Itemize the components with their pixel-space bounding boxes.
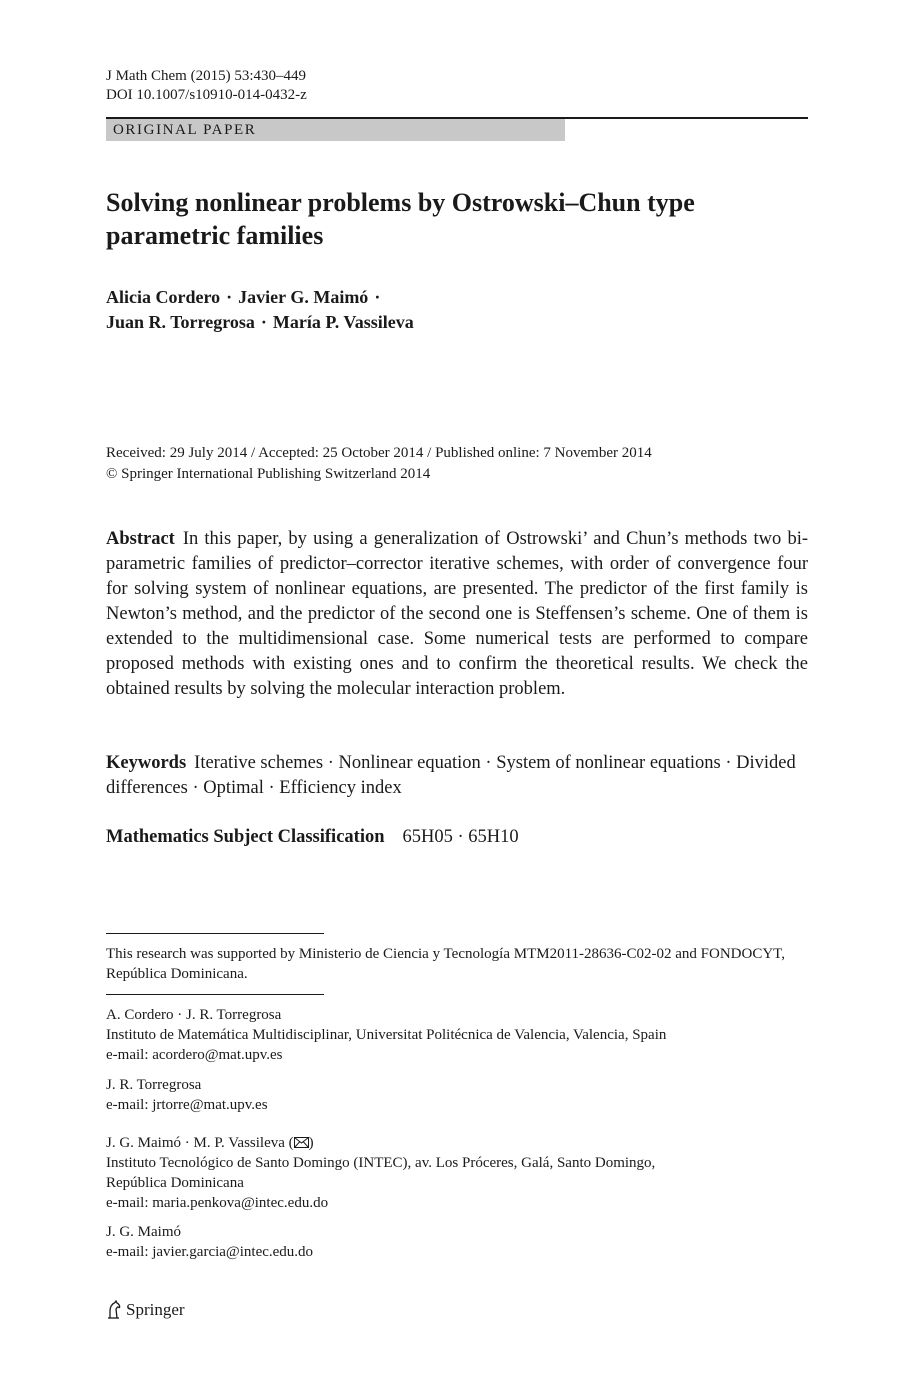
affiliation-email: e-mail: maria.penkova@intec.edu.do: [106, 1195, 329, 1211]
affiliation-block: [106, 1222, 808, 1262]
msc-label: Mathematics Subject Classification: [106, 827, 385, 847]
author-separator: ·: [226, 287, 233, 307]
affiliation-institution: Instituto de Matemática Multidisciplinar, Universitat Politécnica de Valencia, Valencia, Spain: [106, 1027, 667, 1043]
journal-doi: DOI 10.1007/s10910-014-0432-z: [106, 87, 307, 103]
keywords-label: Keywords: [106, 753, 187, 773]
abstract-text: In this paper, by using a generalization of Ostrowski’ and Chun’s methods two bi-parametric families of predictor–corrector iterative schemes, with order of convergence four for solving system of nonlinear equations, are presented. The predictor of the first family is Newton’s method, and the predictor of the second one is Steffensen’s scheme. One of them is extended to the multidimensional case. Some numerical tests are performed to compare proposed methods with existing ones and to confirm the theoretical results. We check the obtained results by solving the molecular interaction problem.: [106, 529, 808, 699]
author-separator: ·: [260, 312, 267, 332]
subject-classification: [106, 825, 808, 850]
affiliation-email: e-mail: acordero@mat.upv.es: [106, 1047, 283, 1063]
footnote-rule: [106, 994, 324, 995]
affiliation-names: J. G. Maimó · M. P. Vassileva (: [106, 1135, 294, 1151]
msc-codes: 65H05 · 65H10: [402, 827, 519, 847]
journal-header: [106, 67, 307, 105]
affiliation-block: [106, 1005, 808, 1065]
abstract: [106, 527, 808, 702]
keywords-text: Iterative schemes · Nonlinear equation · System of nonlinear equations · Divided differences · Optimal · Efficiency index: [106, 753, 796, 798]
author-name: María P. Vassileva: [272, 312, 414, 332]
publisher-name: Springer: [126, 1300, 185, 1319]
publication-history: [106, 443, 808, 485]
publisher-footer: [106, 1298, 185, 1322]
dates-line: Received: 29 July 2014 / Accepted: 25 October 2014 / Published online: 7 November 2014: [106, 445, 652, 461]
affiliation-names: J. G. Maimó: [106, 1224, 181, 1240]
paper-title-line1: Solving nonlinear problems by Ostrowski–Chun type: [106, 188, 695, 217]
affiliation-email: e-mail: javier.garcia@intec.edu.do: [106, 1244, 314, 1260]
abstract-label: Abstract: [106, 529, 175, 549]
affiliation-email: e-mail: jrtorre@mat.upv.es: [106, 1097, 268, 1113]
author-name: Alicia Cordero: [106, 287, 221, 307]
affiliation-institution: Instituto Tecnológico de Santo Domingo (INTEC), av. Los Próceres, Galá, Santo Domingo,: [106, 1155, 656, 1171]
affiliation-names: J. R. Torregrosa: [106, 1077, 202, 1093]
author-name: Javier G. Maimó: [238, 287, 369, 307]
affiliation-block: [106, 1133, 808, 1213]
funding-note: This research was supported by Ministerio de Ciencia y Tecnología MTM2011-28636-C02-02 and FONDOCYT, República Dominicana.: [106, 946, 785, 982]
affiliation-names-line: [106, 1133, 808, 1153]
copyright-line: © Springer International Publishing Switzerland 2014: [106, 466, 431, 482]
affiliation-names: A. Cordero · J. R. Torregrosa: [106, 1007, 282, 1023]
footnote-rule: [106, 933, 324, 934]
springer-horse-icon: [106, 1300, 122, 1320]
paper-title-line2: parametric families: [106, 221, 324, 250]
author-separator: ·: [374, 287, 381, 307]
author-name: Juan R. Torregrosa: [106, 312, 255, 332]
affiliation-institution-cont: República Dominicana: [106, 1175, 244, 1191]
author-list: [106, 285, 808, 335]
paper-title: [106, 186, 808, 252]
journal-citation: J Math Chem (2015) 53:430–449: [106, 68, 306, 84]
envelope-icon: [294, 1137, 309, 1148]
article-type-label: ORIGINAL PAPER: [113, 122, 257, 138]
affiliation-names-close: ): [308, 1135, 314, 1151]
keywords: [106, 751, 808, 801]
affiliation-block: [106, 1075, 808, 1115]
